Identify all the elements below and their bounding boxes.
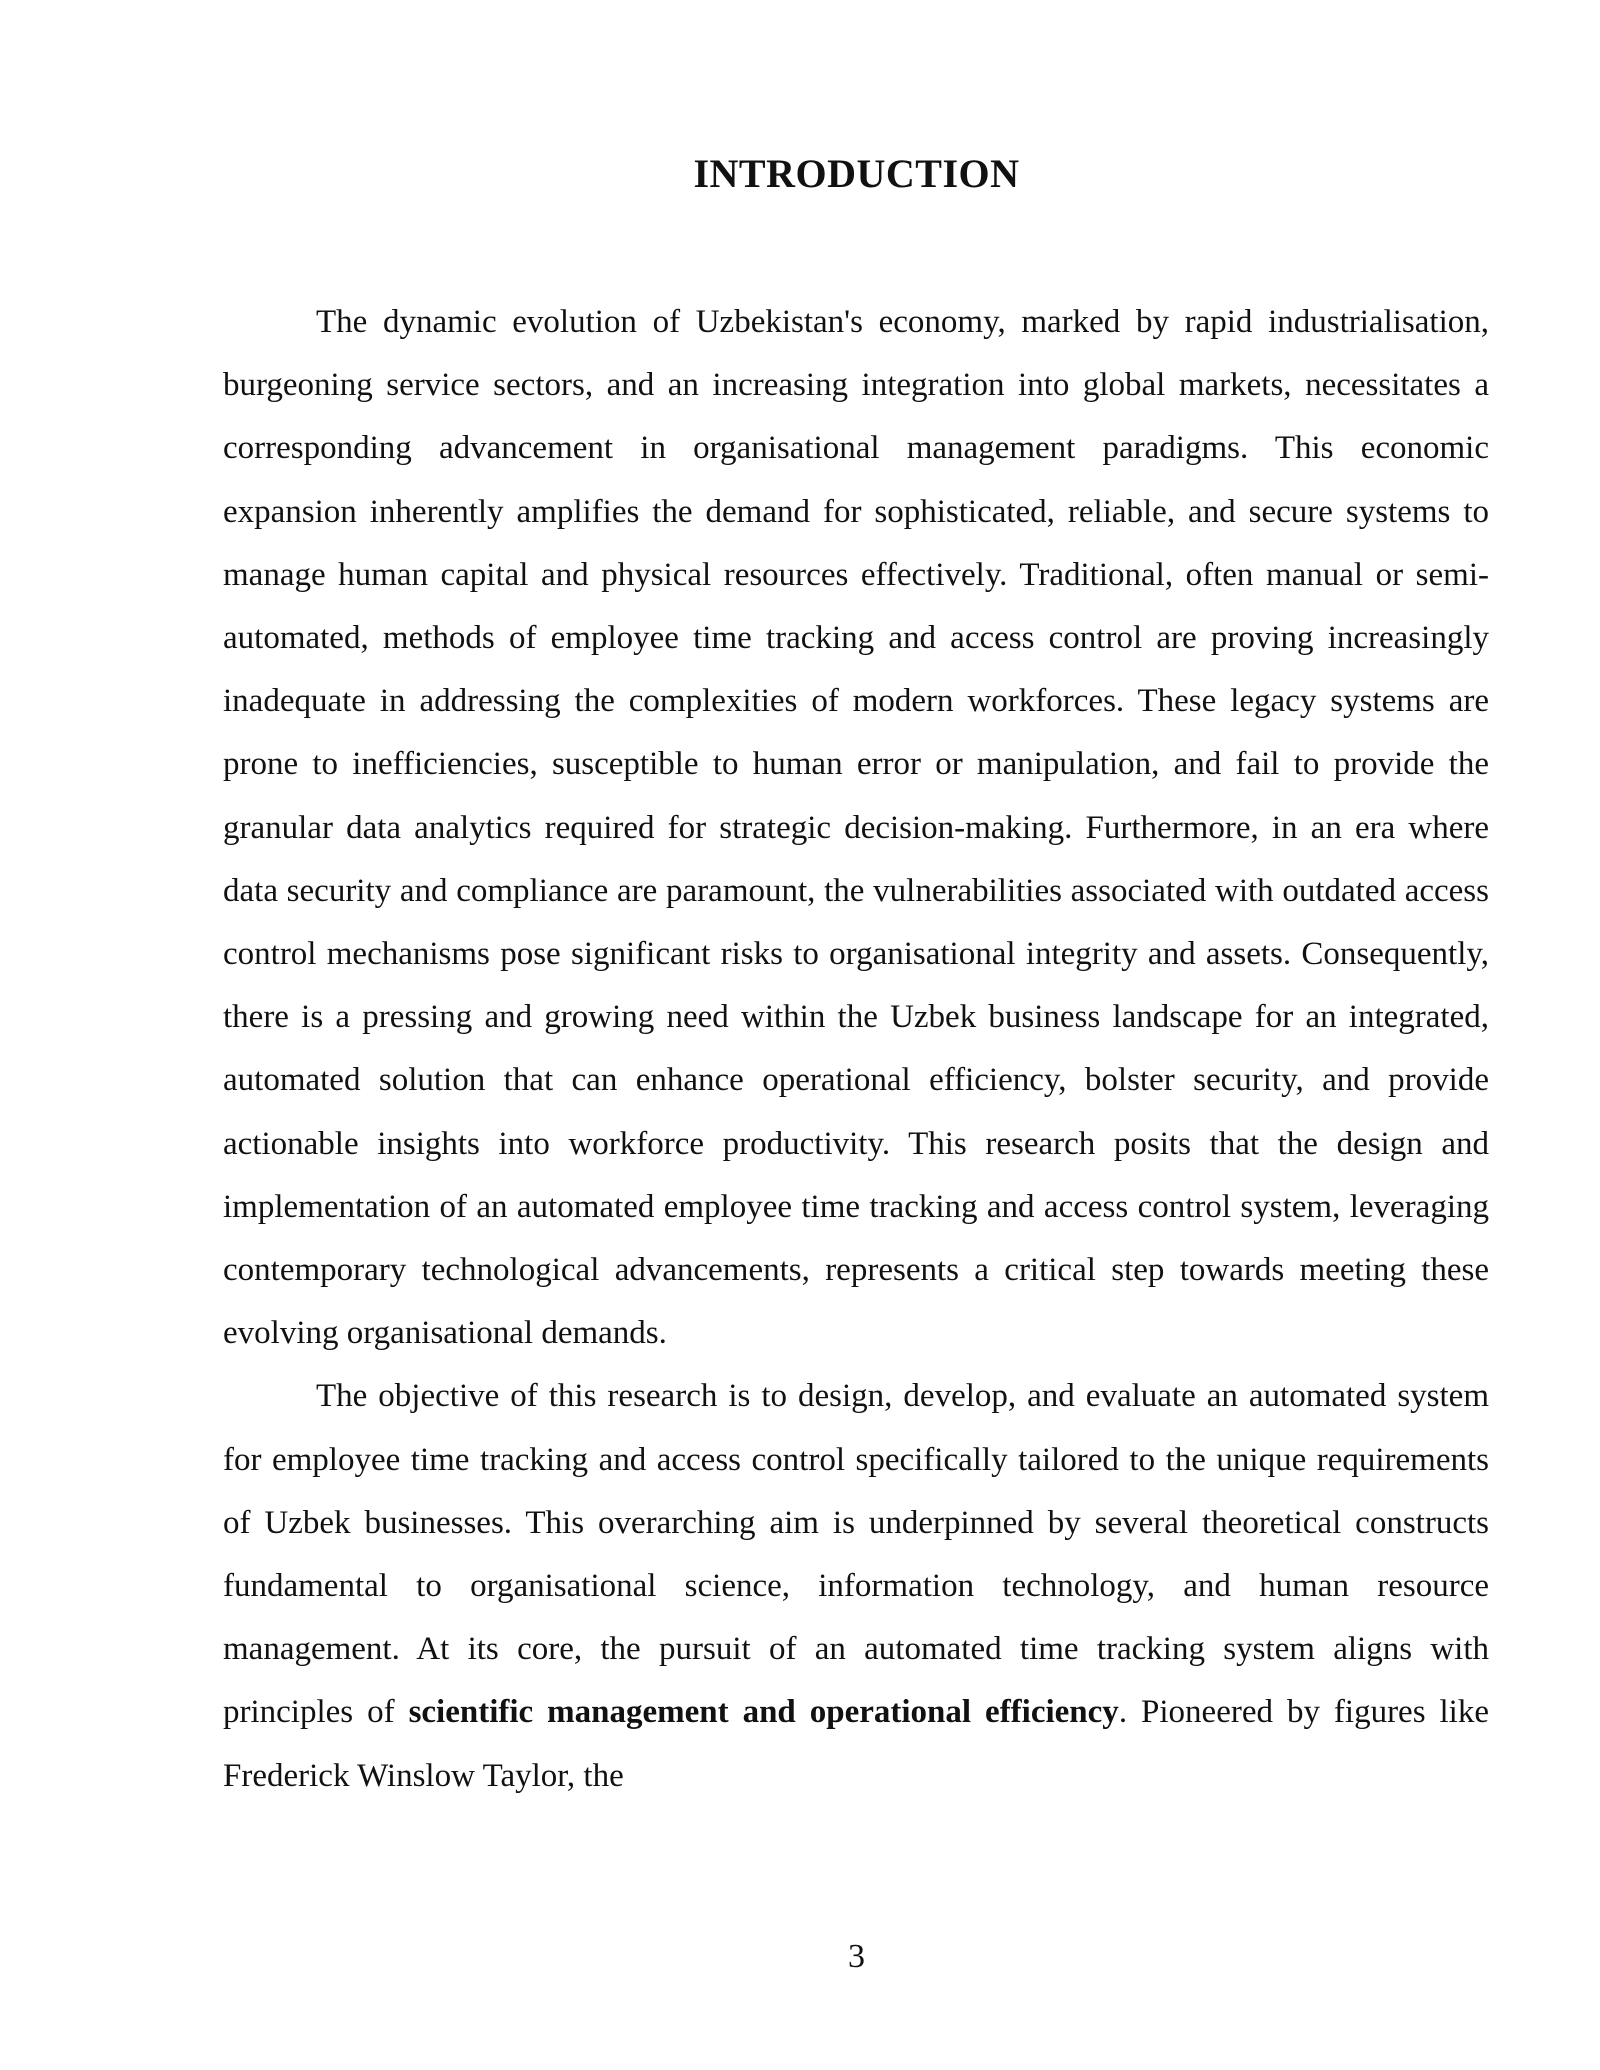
paragraph-2-text-start: The objective of this research is to design, develop, and evaluate an automated system for employee time tracking and access control specifically tailored to the unique requirements of Uzbek businesses. This overarching aim is underpinned by several theoretical constructs fundamental to organisational science, information technology, and human resource management. At its core, the pursuit of an automated time tracking system aligns with principles of bbox=[223, 1378, 1489, 1731]
paragraph-2 bbox=[223, 1365, 1489, 1807]
paragraph-2-bold-term: scientific management and operational efficiency bbox=[408, 1694, 1119, 1731]
page-number: 3 bbox=[848, 1938, 865, 1975]
page-title: INTRODUCTION bbox=[693, 151, 1020, 196]
paragraph-2-text-end: . Pioneered by figures like Frederick Winslow Taylor, the bbox=[223, 1694, 1489, 1794]
paragraph-1: The dynamic evolution of Uzbekistan's economy, marked by rapid industrialisation, burgeoning service sectors, and an increasing integration into global markets, necessitates a corresponding advancement in organisational management paradigms. This economic expansion inherently amplifies the demand for sophisticated, reliable, and secure systems to manage human capital and physical resources effectively. Traditional, often manual or semi-automated, methods of employee time tracking and access control are proving increasingly inadequate in addressing the complexities of modern workforces. These legacy systems are prone to inefficiencies, susceptible to human error or manipulation, and fail to provide the granular data analytics required for strategic decision-making. Furthermore, in an era where data security and compliance are paramount, the vulnerabilities associated with outdated access control mechanisms pose significant risks to organisational integrity and assets. Consequently, there is a pressing and growing need within the Uzbek business landscape for an integrated, automated solution that can enhance operational efficiency, bolster security, and provide actionable insights into workforce productivity. This research posits that the design and implementation of an automated employee time tracking and access control system, leveraging contemporary technological advancements, represents a critical step towards meeting these evolving organisational demands. bbox=[223, 304, 1489, 1352]
body-text bbox=[223, 291, 1489, 1808]
